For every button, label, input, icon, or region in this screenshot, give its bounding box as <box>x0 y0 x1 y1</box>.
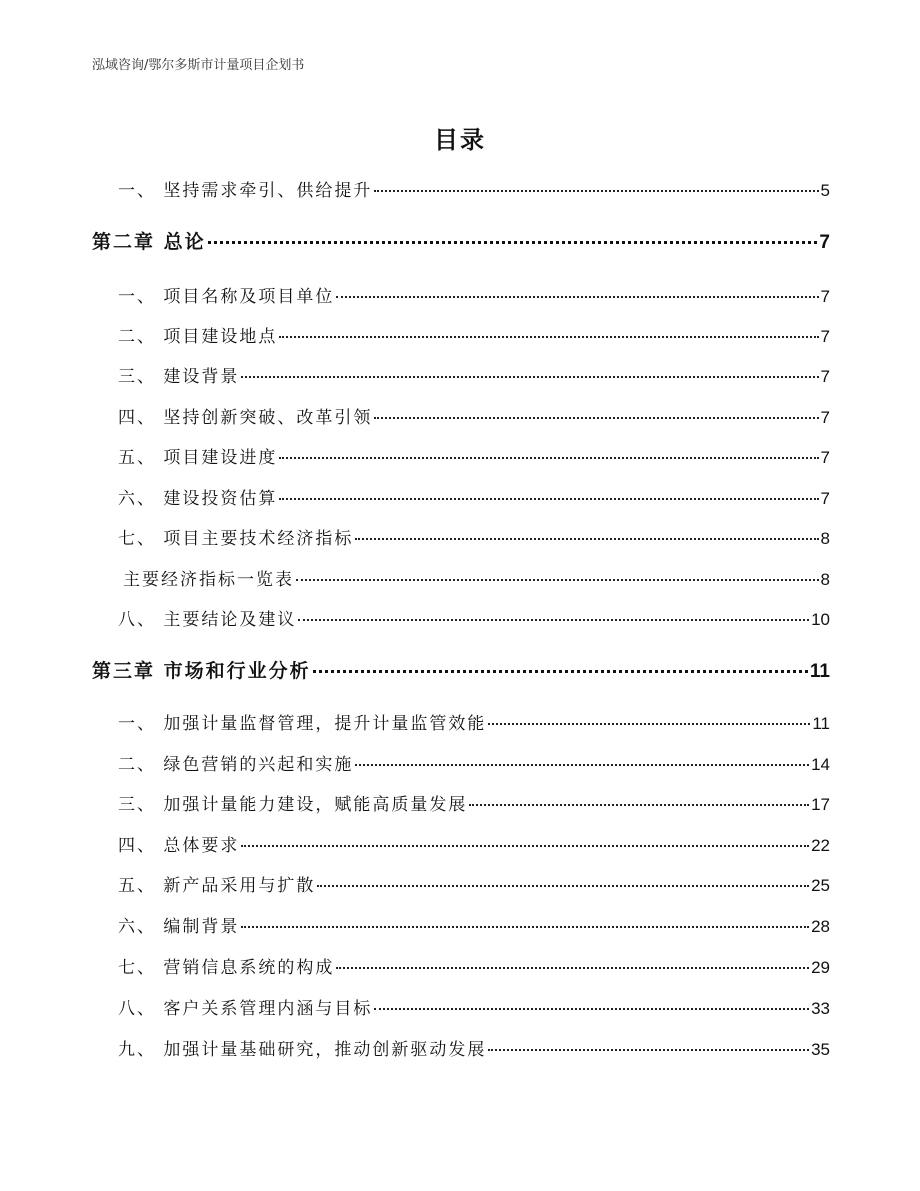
toc-entry-label: 八、 客户关系管理内涵与目标 <box>118 999 373 1019</box>
toc-entry-page: 7 <box>820 367 830 386</box>
toc-entry-page: 10 <box>811 610 830 629</box>
toc-entry-label: 三、 建设背景 <box>118 367 240 387</box>
leader-dots <box>279 457 818 459</box>
running-header: 泓域咨询/鄂尔多斯市计量项目企划书 <box>92 58 305 73</box>
toc-entry-label: 主要经济指标一览表 <box>123 570 294 590</box>
toc-entry[interactable] <box>118 831 830 856</box>
toc-chapter-entry[interactable] <box>92 227 830 254</box>
leader-dots <box>241 376 818 378</box>
toc-entry[interactable] <box>118 403 830 428</box>
leader-dots <box>279 336 818 338</box>
leader-dots <box>488 1049 809 1051</box>
toc-entry-label: 九、 加强计量基础研究，推动创新驱动发展 <box>118 1040 487 1060</box>
toc-entry-page: 11 <box>812 714 830 733</box>
toc-entry-page: 14 <box>811 755 830 774</box>
toc-entry-label: 六、 编制背景 <box>118 917 240 937</box>
toc-entry[interactable] <box>118 443 830 468</box>
toc-entry-page: 33 <box>811 999 830 1018</box>
toc-entry[interactable] <box>118 524 830 549</box>
toc-chapter-entry[interactable] <box>92 656 830 683</box>
toc-entry-page: 7 <box>820 448 830 467</box>
leader-dots <box>355 764 809 766</box>
toc-entry-label: 二、 项目建设地点 <box>118 327 278 347</box>
toc-entry-label: 七、 营销信息系统的构成 <box>118 958 335 978</box>
toc-entry-label: 八、 主要结论及建议 <box>118 610 297 630</box>
toc-entry[interactable] <box>118 871 830 896</box>
toc-entry-label: 六、 建设投资估算 <box>118 489 278 509</box>
leader-dots <box>208 241 818 244</box>
toc-entry-page: 22 <box>811 836 830 855</box>
toc-entry-label: 一、 加强计量监督管理，提升计量监管效能 <box>118 714 487 734</box>
leader-dots <box>298 619 809 621</box>
leader-dots <box>355 538 818 540</box>
toc-entry-label: 三、 加强计量能力建设，赋能高质量发展 <box>118 795 468 815</box>
toc-entry[interactable] <box>118 282 830 307</box>
toc-entry-page: 35 <box>811 1040 830 1059</box>
leader-dots <box>336 967 809 969</box>
leader-dots <box>241 926 809 928</box>
toc-entry-page: 8 <box>820 529 830 548</box>
toc-entry-label: 四、 总体要求 <box>118 836 240 856</box>
toc-entry-label: 五、 新产品采用与扩散 <box>118 876 316 896</box>
toc-entry[interactable] <box>118 912 830 937</box>
toc-entry-page: 7 <box>820 408 830 427</box>
toc-entry[interactable] <box>118 322 830 347</box>
toc-entry[interactable] <box>118 750 830 775</box>
toc-entry-page: 7 <box>820 287 830 306</box>
toc-entry[interactable] <box>118 176 830 201</box>
leader-dots <box>317 885 809 887</box>
toc-entry-label: 四、 坚持创新突破、改革引领 <box>118 408 373 428</box>
toc-entry-page: 17 <box>811 795 830 814</box>
leader-dots <box>279 498 818 500</box>
toc-entry[interactable] <box>118 484 830 509</box>
toc-entry-page: 5 <box>820 181 830 200</box>
toc-entry[interactable] <box>118 709 830 734</box>
toc-entry-page: 7 <box>819 232 830 253</box>
toc-entry[interactable] <box>118 953 830 978</box>
toc-entry-label: 第三章 市场和行业分析 <box>92 660 311 682</box>
toc-entry-page: 25 <box>811 876 830 895</box>
toc-entry[interactable] <box>118 362 830 387</box>
leader-dots <box>374 1008 809 1010</box>
leader-dots <box>296 579 819 581</box>
toc-entry-label: 五、 项目建设进度 <box>118 448 278 468</box>
leader-dots <box>241 845 809 847</box>
toc-table-entry[interactable] <box>123 565 830 590</box>
toc-entry[interactable] <box>118 994 830 1019</box>
page-title: 目录 <box>434 126 486 154</box>
leader-dots <box>374 417 818 419</box>
toc-entry-page: 8 <box>820 570 830 589</box>
toc-entry[interactable] <box>118 605 830 630</box>
toc-entry-page: 7 <box>820 327 830 346</box>
toc-entry-label: 第二章 总论 <box>92 231 206 253</box>
toc-entry-page: 11 <box>809 661 830 682</box>
leader-dots <box>336 296 818 298</box>
toc-entry[interactable] <box>118 790 830 815</box>
toc-entry-page: 28 <box>811 917 830 936</box>
toc-entry-label: 一、 项目名称及项目单位 <box>118 287 335 307</box>
toc-entry-page: 29 <box>811 958 830 977</box>
leader-dots <box>488 723 810 725</box>
leader-dots <box>374 190 818 192</box>
toc-entry-label: 七、 项目主要技术经济指标 <box>118 529 354 549</box>
leader-dots <box>313 670 808 673</box>
toc-entry[interactable] <box>118 1035 830 1060</box>
toc-entry-page: 7 <box>820 489 830 508</box>
toc-entry-label: 二、 绿色营销的兴起和实施 <box>118 755 354 775</box>
toc-entry-label: 一、 坚持需求牵引、供给提升 <box>118 181 373 201</box>
leader-dots <box>469 804 809 806</box>
